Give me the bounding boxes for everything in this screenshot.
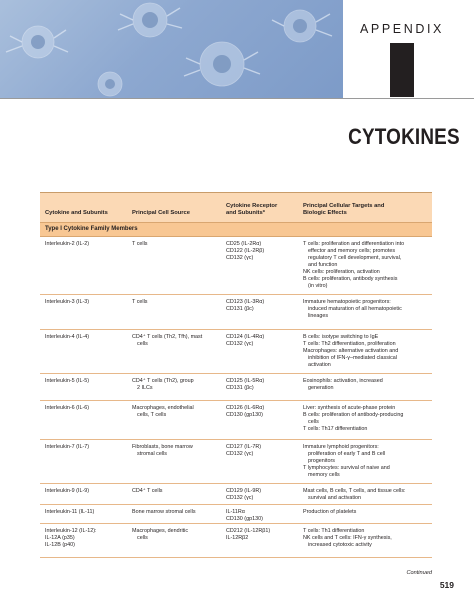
cell-line: activation — [308, 362, 331, 368]
cell-line: Macrophages: alternative activation and — [303, 348, 399, 354]
cell-line: T lymphocytes: survival of naive and — [303, 465, 390, 471]
table-cell — [298, 299, 432, 329]
table-cell — [298, 488, 432, 504]
table-cell — [298, 334, 432, 373]
table-cell — [40, 241, 127, 294]
cell-line: NK cells: proliferation, activation — [303, 269, 380, 275]
table-cell — [298, 378, 432, 400]
cell-line: CD125 (IL-5Rα) — [226, 378, 265, 384]
cell-line: Interleukin-7 (IL-7) — [45, 444, 90, 450]
table-row-interleukin-5 — [40, 374, 432, 401]
cell-line: NK cells and T cells: IFN-γ synthesis, — [303, 535, 392, 541]
table-row-interleukin-4 — [40, 330, 432, 374]
cell-line: Interleukin-6 (IL-6) — [45, 405, 90, 411]
cell-line: B cells: isotype switching to IgE — [303, 334, 379, 340]
cell-line: B cells: proliferation, antibody synthesis — [303, 276, 398, 282]
cell-line: CD130 (gp130) — [226, 412, 263, 418]
table-cell — [221, 299, 298, 329]
cell-line: stromal cells — [137, 451, 167, 457]
cell-line: Interleukin-5 (IL-5) — [45, 378, 90, 384]
header-line: Principal Cellular Targets and — [303, 203, 385, 209]
cytokine-table — [40, 192, 432, 558]
cell-line: effector and memory cells; promotes — [308, 248, 396, 254]
cell-line: (in vitro) — [308, 283, 328, 289]
cell-line: Eosinophils: activation, increased — [303, 378, 383, 384]
table-body — [40, 237, 432, 558]
header-line: Principal Cell Source — [132, 210, 190, 216]
table-cell — [127, 509, 221, 523]
cell-line: T cells: proliferation and differentiation into — [303, 241, 405, 247]
cell-line: lineages — [308, 313, 329, 319]
cell-line: cells — [137, 535, 148, 541]
header-line: Biologic Effects — [303, 210, 347, 216]
cell-line: 2 ILCs — [137, 385, 153, 391]
cell-line: T cells: Th2 differentiation, proliferation — [303, 341, 396, 347]
cell-line: Liver: synthesis of acute-phase protein — [303, 405, 396, 411]
cell-line: Production of platelets — [303, 509, 357, 515]
header-line: Cytokine and Subunits — [45, 210, 108, 216]
column-header — [221, 203, 298, 217]
cell-line: CD123 (IL-3Rα) — [226, 299, 265, 305]
appendix-numeral-glyph — [390, 43, 414, 97]
divider — [0, 98, 474, 99]
table-cell — [40, 509, 127, 523]
cell-line: CD129 (IL-9R) — [226, 488, 262, 494]
cell-line: CD131 (βc) — [226, 385, 254, 391]
cell-line: CD4⁺ T cells (Th2, Tfh), mast — [132, 334, 203, 340]
table-cell — [127, 299, 221, 329]
cell-line: Macrophages, dendritic — [132, 528, 189, 534]
cell-line: CD4⁺ T cells — [132, 488, 163, 494]
cell-line: Interleukin-11 (IL-11) — [45, 509, 95, 515]
cell-line: CD124 (IL-4Rα) — [226, 334, 265, 340]
cell-line: B cells: proliferation of antibody-producing — [303, 412, 404, 418]
cell-line: CD127 (IL-7R) — [226, 444, 262, 450]
table-row-interleukin-6 — [40, 401, 432, 440]
cell-line: CD4⁺ T cells (Th2), group — [132, 378, 194, 384]
cell-illustration — [0, 0, 343, 98]
table-cell — [40, 378, 127, 400]
cell-line: Mast cells, B cells, T cells, and tissue cells: — [303, 488, 406, 494]
cell-line: increased cytotoxic activity — [308, 542, 372, 548]
column-header — [40, 210, 127, 217]
cell-line: CD131 (βc) — [226, 306, 254, 312]
table-cell — [40, 488, 127, 504]
cell-line: Macrophages, endothelial — [132, 405, 194, 411]
cell-line: T cells — [132, 299, 148, 305]
table-cell — [298, 444, 432, 483]
table-cell — [221, 528, 298, 557]
cell-line: T cells — [132, 241, 148, 247]
cell-line: CD122 (IL-2Rβ) — [226, 248, 265, 254]
table-cell — [40, 405, 127, 439]
appendix-label: APPENDIX — [359, 22, 444, 36]
page-title: CYTOKINES — [348, 124, 460, 149]
cell-line: CD132 (γc) — [226, 255, 254, 261]
cell-line: generation — [308, 385, 334, 391]
header-line: Cytokine Receptor — [226, 203, 278, 209]
table-cell — [221, 378, 298, 400]
cell-line: inhibition of IFN-γ–mediated classical — [308, 355, 397, 361]
cell-line: proliferation of early T and B cell — [308, 451, 386, 457]
cell-line: memory cells — [308, 472, 340, 478]
cell-line: IL-12A (p35) — [45, 535, 75, 541]
page-number: 519 — [439, 580, 454, 590]
table-row-interleukin-11 — [40, 505, 432, 524]
column-header — [127, 210, 221, 217]
continued-note: Continued — [406, 570, 432, 576]
cell-line: CD126 (IL-6Rα) — [226, 405, 265, 411]
table-cell — [127, 444, 221, 483]
cell-line: regulatory T cell development, survival, — [308, 255, 402, 261]
table-cell — [221, 334, 298, 373]
cell-line: CD130 (gp130) — [226, 516, 263, 522]
table-cell — [40, 299, 127, 329]
cell-line: Interleukin-12 (IL-12): — [45, 528, 97, 534]
table-cell — [127, 488, 221, 504]
cell-line: IL-11Rα — [226, 509, 245, 515]
cell-line: Bone marrow stromal cells — [132, 509, 196, 515]
cell-line: Immature lymphoid progenitors: — [303, 444, 379, 450]
cell-line: Interleukin-9 (IL-9) — [45, 488, 90, 494]
cell-line: Interleukin-4 (IL-4) — [45, 334, 90, 340]
cell-line: cells — [137, 341, 148, 347]
table-row-interleukin-2 — [40, 237, 432, 295]
header-line: and Subunits* — [226, 210, 265, 216]
table-cell — [298, 528, 432, 557]
table-cell — [40, 334, 127, 373]
cell-line: CD132 (γc) — [226, 495, 254, 501]
cell-line: Immature hematopoietic progenitors: — [303, 299, 391, 305]
table-cell — [127, 378, 221, 400]
table-cell — [127, 241, 221, 294]
cell-line: induced maturation of all hematopoietic — [308, 306, 402, 312]
cell-line: Fibroblasts, bone marrow — [132, 444, 193, 450]
cell-line: CD212 (IL-12Rβ1) — [226, 528, 271, 534]
table-cell — [127, 528, 221, 557]
table-cell — [221, 509, 298, 523]
table-cell — [298, 509, 432, 523]
table-cell — [221, 444, 298, 483]
cell-line: progenitors — [308, 458, 335, 464]
cell-line: CD25 (IL-2Rα) — [226, 241, 262, 247]
table-row-interleukin-7 — [40, 440, 432, 484]
cell-line: cells, T cells — [137, 412, 167, 418]
table-cell — [127, 405, 221, 439]
cell-line: and function — [308, 262, 338, 268]
cell-line: CD132 (γc) — [226, 341, 254, 347]
table-row-interleukin-3 — [40, 295, 432, 330]
section-heading: Type I Cytokine Family Members — [40, 222, 432, 237]
cell-line: IL-12Rβ2 — [226, 535, 249, 541]
table-cell — [221, 405, 298, 439]
cell-line: survival and activation — [308, 495, 362, 501]
table-cell — [40, 528, 127, 557]
table-cell — [298, 241, 432, 294]
table-cell — [127, 334, 221, 373]
cell-line: IL-12B (p40) — [45, 542, 75, 548]
table-row-interleukin-9 — [40, 484, 432, 505]
table-row-interleukin-12 — [40, 524, 432, 558]
appendix-banner-image — [0, 0, 343, 98]
cell-line: Interleukin-3 (IL-3) — [45, 299, 90, 305]
cell-line: T cells: Th17 differentiation — [303, 426, 368, 432]
table-cell — [221, 488, 298, 504]
cell-line: cells — [308, 419, 319, 425]
table-cell — [298, 405, 432, 439]
cell-line: Interleukin-2 (IL-2) — [45, 241, 90, 247]
cell-line: T cells: Th1 differentiation — [303, 528, 365, 534]
column-header — [298, 203, 432, 217]
table-cell — [221, 241, 298, 294]
table-cell — [40, 444, 127, 483]
cell-line: CD132 (γc) — [226, 451, 254, 457]
table-header — [40, 192, 432, 222]
